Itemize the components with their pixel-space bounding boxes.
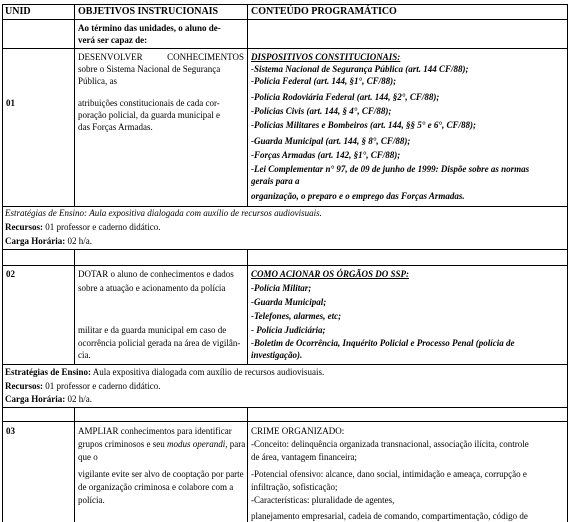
unit3-obj-italic: modus operandi xyxy=(167,439,226,449)
unit1-content-line: -Polícias Militares e Bombeiros (art. 144, §§ 5° e 6°, CF/88); xyxy=(251,120,476,130)
unit2-content-line: -Boletim de Ocorrência, Inquérito Policial e Processo Penal (polícia de xyxy=(251,338,515,348)
unit1-obj-line: atribuições constitucionais de cada cor- xyxy=(78,98,220,108)
hours-text: 02 h/a. xyxy=(67,236,92,246)
rule-top xyxy=(2,4,568,5)
unit1-content-line: -Polícia Rodoviária Federal (art. 144, §2°, CF/88); xyxy=(251,92,440,102)
unit3-obj-line: polícia. xyxy=(78,495,105,505)
unit1-content-line: -Guarda Municipal (art. 144, § 8°, CF/88); xyxy=(251,136,411,146)
unit2-obj-line: DOTAR o aluno de conhecimentos e dados xyxy=(78,269,234,279)
unit3-content-line: -Características: pluralidade de agentes, xyxy=(251,495,395,505)
rule-unit2-bottom xyxy=(2,364,568,365)
strategy-text: Aula expositiva dialogada com auxílio de recursos audiovisuais. xyxy=(92,367,325,377)
unit3-obj-line xyxy=(78,439,245,450)
strategy-text: Aula expositiva dialogada com auxílio de recursos audiovisuais. xyxy=(89,208,322,218)
unit1-content-line: -Polícia Federal (art. 144, §1°, CF/88); xyxy=(251,76,397,86)
rule-left xyxy=(2,4,3,522)
unit3-obj-line: vigilante evite ser alvo de cooptação por parte xyxy=(78,469,244,479)
header-objetivos: OBJETIVOS INSTRUCIONAIS xyxy=(78,6,219,17)
unit2-content-title: COMO ACIONAR OS ÓRGÃOS DO SSP: xyxy=(251,269,409,279)
unit1-obj-line: DESENVOLVER CONHECIMENTOS xyxy=(78,52,244,62)
unit3-content-line: -Conceito: delinquência organizada transnacional, associação ilícita, controle xyxy=(251,439,529,449)
rule-unit1-bottom xyxy=(2,206,568,207)
rule-col1-sp2 xyxy=(74,407,75,522)
hours-text: 02 h/a. xyxy=(67,394,92,404)
unit1-obj-line: poração policial, da guarda municipal e xyxy=(78,110,220,120)
unit3-number: 03 xyxy=(6,426,15,436)
resources-label: Recursos: xyxy=(5,381,43,391)
unit1-content-line: -Sistema Nacional de Segurança Pública (art. 144 CF/88); xyxy=(251,64,469,74)
rule-unit2-top xyxy=(2,265,568,266)
unit1-obj-line: das Forças Armadas. xyxy=(78,122,153,132)
resources-text: 01 professor e caderno didático. xyxy=(45,222,161,232)
header-unid: UNID xyxy=(5,6,31,17)
rule-right xyxy=(567,4,568,522)
rule-col2-sp1 xyxy=(247,249,248,364)
unit3-obj-part: , para xyxy=(225,439,246,449)
rule-col2-sp2 xyxy=(247,407,248,522)
unit1-content-line: -Forças Armadas (art. 142, §1°, CF/88); xyxy=(251,150,401,160)
unit2-strategy xyxy=(5,367,324,378)
rule-spacer1-top xyxy=(2,249,568,250)
unit3-obj-part: grupos criminosos e seu xyxy=(78,439,167,449)
unit2-content-line: -Guarda Municipal; xyxy=(251,297,327,307)
unit2-content-line: -Telefones, alarmes, etc; xyxy=(251,311,342,321)
unit1-number: 01 xyxy=(6,98,15,108)
unit2-content-line: -Polícia Militar; xyxy=(251,283,312,293)
unit2-content-line: - Polícia Judiciária; xyxy=(251,325,326,335)
rule-spacer2-top xyxy=(2,407,568,408)
unit3-content-title: CRIME ORGANIZADO: xyxy=(251,426,345,436)
unit3-content-line: de área, vantagem financeira; xyxy=(251,452,357,462)
unit2-number: 02 xyxy=(6,269,15,279)
unit2-resources xyxy=(5,381,160,392)
unit1-hours xyxy=(5,236,92,247)
header-conteudo: CONTEÚDO PROGRAMÁTICO xyxy=(251,6,397,17)
unit1-obj-line: sobre o Sistema Nacional de Segurança xyxy=(78,64,221,74)
rule-col2 xyxy=(247,4,248,206)
unit1-content-line: -Polícias Civis (art. 144, § 4°, CF/88); xyxy=(251,106,392,116)
unit3-content-line: planejamento empresarial, cadeia de comando, compartimentação, código de xyxy=(251,511,528,521)
unit3-obj-line: que o xyxy=(78,452,98,462)
unit1-obj-line: Pública, as xyxy=(78,76,117,86)
hours-label: Carga Horária: xyxy=(5,394,66,404)
unit1-content-line: organização, o preparo e o emprego das Forças Armadas. xyxy=(251,191,465,201)
intro-line1: Ao término das unidades, o aluno de- xyxy=(78,23,221,33)
rule-col1 xyxy=(74,4,75,206)
unit1-strategy xyxy=(5,208,322,219)
unit2-obj-line: ocorrência policial gerada na área de vigilân- xyxy=(78,338,241,348)
rule-intro-bottom xyxy=(2,48,568,49)
rule-header-bottom xyxy=(2,19,568,20)
unit2-obj-line: sobre a atuação e acionamento da polícia xyxy=(78,283,226,293)
hours-label: Carga Horária: xyxy=(5,236,66,246)
unit1-content-line: gerais para a xyxy=(251,176,300,186)
resources-label: Recursos: xyxy=(5,222,43,232)
unit3-content-line: -Potencial ofensivo: alcance, dano social, intimidação e ameaça, corrupção e xyxy=(251,469,527,479)
unit1-content-line: -Lei Complementar n° 97, de 09 de junho de 1999: Dispõe sobre as normas xyxy=(251,164,530,174)
rule-col1-sp1 xyxy=(74,249,75,364)
unit2-obj-line: cia. xyxy=(78,350,91,360)
resources-text: 01 professor e caderno didático. xyxy=(45,381,161,391)
unit3-content-line: infiltração, sofisticação; xyxy=(251,482,338,492)
curriculum-table xyxy=(2,2,568,522)
unit3-obj-line: de organização criminosa e colabore com a xyxy=(78,482,234,492)
unit2-obj-line: militar e da guarda municipal em caso de xyxy=(78,325,227,335)
unit2-content-line: investigação). xyxy=(251,350,303,360)
strategy-label: Estratégias de Ensino: xyxy=(5,367,92,377)
unit1-content-title: DISPOSITIVOS CONSTITUCIONAIS: xyxy=(251,52,401,62)
strategy-label: Estratégias de Ensino: xyxy=(5,208,87,218)
unit1-resources xyxy=(5,222,160,233)
intro-line2: verá ser capaz de: xyxy=(78,35,148,45)
unit3-obj-line: AMPLIAR conhecimentos para identificar xyxy=(78,426,232,436)
unit2-hours xyxy=(5,394,92,405)
rule-unit3-top xyxy=(2,421,568,422)
